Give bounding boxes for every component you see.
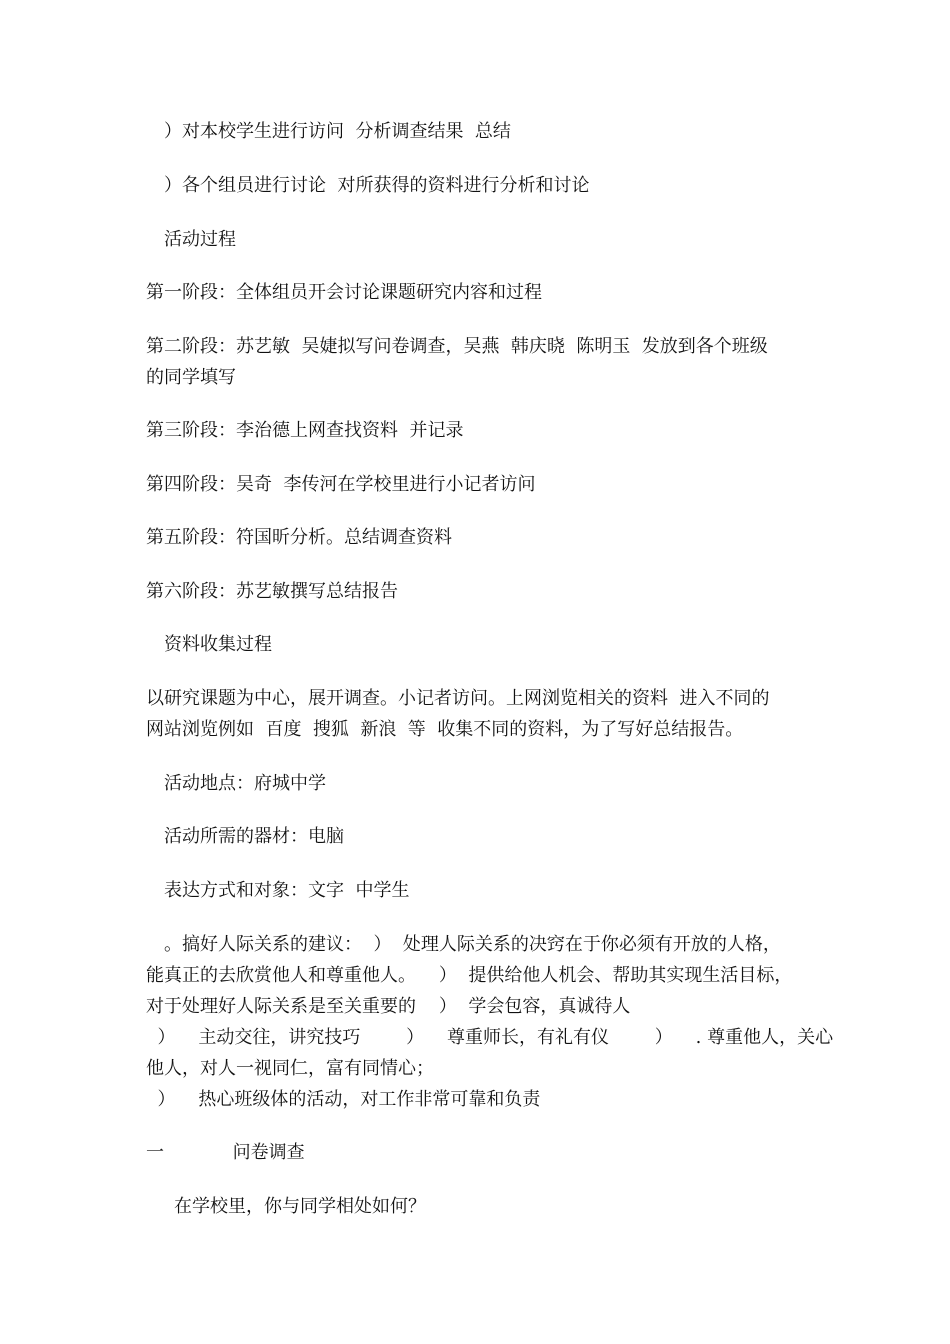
section-heading: 活动过程: [164, 229, 236, 250]
section-heading: 一 问卷调查: [146, 1142, 305, 1163]
text-line: ） 热心班级体的活动，对工作非常可靠和负责: [146, 1089, 541, 1110]
text-line: ）对本校学生进行访问 分析调查结果 总结: [164, 121, 511, 142]
text-line: 活动所需的器材：电脑: [164, 826, 344, 847]
text-line: 活动地点：府城中学: [164, 773, 326, 794]
text-line: 第六阶段：苏艺敏撰写总结报告: [146, 581, 398, 602]
text-line: 网站浏览例如 百度 搜狐 新浪 等 收集不同的资料，为了写好总结报告。: [146, 719, 744, 740]
text-line: 第三阶段：李治德上网查找资料 并记录: [146, 420, 464, 441]
text-line: 表达方式和对象：文字 中学生: [164, 880, 410, 901]
section-heading: 资料收集过程: [164, 634, 272, 655]
text-line: ）各个组员进行讨论 对所获得的资料进行分析和讨论: [164, 175, 590, 196]
text-line: 以研究课题为中心，展开调查。小记者访问。上网浏览相关的资料 进入不同的: [146, 688, 770, 709]
text-line: 第二阶段：苏艺敏 吴婕拟写问卷调查，吴燕 韩庆晓 陈明玉 发放到各个班级: [146, 336, 768, 357]
text-line: 第四阶段：吴奇 李传河在学校里进行小记者访问: [146, 474, 536, 495]
text-line: 对于处理好人际关系是至关重要的 ） 学会包容，真诚待人: [146, 996, 631, 1017]
text-line: 第一阶段：全体组员开会讨论课题研究内容和过程: [146, 282, 542, 303]
text-line: 能真正的去欣赏他人和尊重他人。 ） 提供给他人机会、帮助其实现生活目标，: [146, 965, 793, 986]
question-text: 在学校里，你与同学相处如何？: [174, 1196, 426, 1217]
text-line: 的同学填写: [146, 367, 236, 388]
text-line: ） 主动交往，讲究技巧 ） 尊重师长，有礼有仪 ） . 尊重他人，关心: [146, 1027, 834, 1048]
text-line: 他人，对人一视同仁，富有同情心；: [146, 1058, 434, 1079]
text-line: 。搞好人际关系的建议： ） 处理人际关系的决窍在于你必须有开放的人格，: [164, 934, 781, 955]
text-line: 第五阶段：符国昕分析。总结调查资料: [146, 527, 452, 548]
